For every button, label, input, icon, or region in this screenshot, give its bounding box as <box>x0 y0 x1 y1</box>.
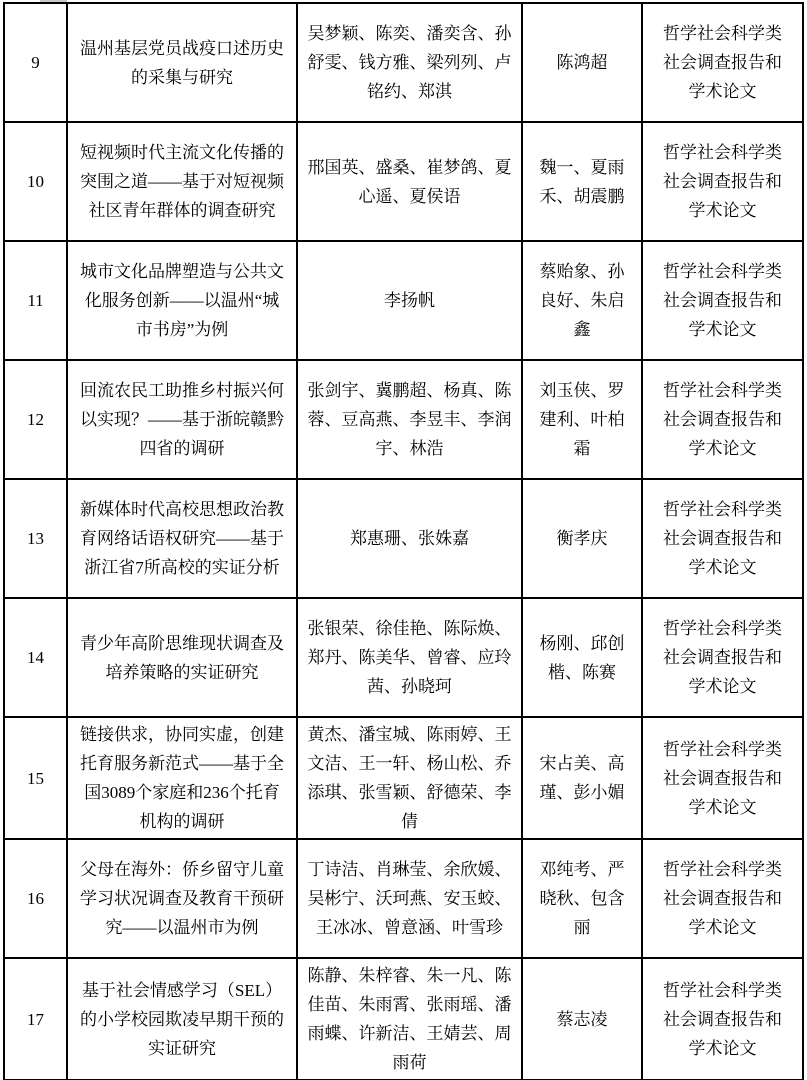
advisors-list: 蔡志凌 <box>556 1009 608 1029</box>
students-list: 黄杰、潘宝城、陈雨婷、王文洁、王一轩、杨山松、乔添琪、张雪颖、舒德荣、李倩 <box>307 725 512 831</box>
advisors-list: 杨刚、邱创楷、陈赛 <box>539 633 625 682</box>
project-title-cell <box>67 598 297 717</box>
category-label: 哲学社会科学类社会调查报告和学术论文 <box>663 860 782 937</box>
project-title: 城市文化品牌塑造与公共文化服务创新——以温州“城市书房”为例 <box>80 262 284 339</box>
category-label: 哲学社会科学类社会调查报告和学术论文 <box>663 24 782 101</box>
advisors-cell <box>522 479 642 598</box>
students-list: 郑惠珊、张姝嘉 <box>350 529 469 548</box>
students-list: 吴梦颖、陈奕、潘奕含、孙舒雯、钱方雅、梁列列、卢铭约、郑淇 <box>307 24 512 101</box>
project-title-cell <box>67 3 297 122</box>
advisors-list: 蔡贻象、孙良好、朱启鑫 <box>539 262 625 339</box>
students-list: 丁诗洁、肖琳莹、余欣媛、吴彬宁、沃珂燕、安玉蛟、王冰冰、曾意涵、叶雪珍 <box>307 860 512 937</box>
project-title: 回流农民工助推乡村振兴何以实现？——基于浙皖赣黔四省的调研 <box>80 381 284 458</box>
category-cell <box>642 839 803 958</box>
project-title-cell <box>67 360 297 479</box>
table-row <box>4 3 803 122</box>
category-cell <box>642 479 803 598</box>
project-title-cell <box>67 839 297 958</box>
project-title-cell <box>67 717 297 839</box>
category-label: 哲学社会科学类社会调查报告和学术论文 <box>663 143 782 220</box>
students-cell <box>297 717 522 839</box>
category-cell <box>642 3 803 122</box>
project-title: 温州基层党员战疫口述历史的采集与研究 <box>80 38 284 87</box>
students-list: 李扬帆 <box>384 291 435 310</box>
students-list: 陈静、朱梓睿、朱一凡、陈佳苗、朱雨霄、张雨瑶、潘雨蝶、许新洁、王婧芸、周雨荷 <box>307 966 512 1072</box>
project-title: 短视频时代主流文化传播的突围之道——基于对短视频社区青年群体的调查研究 <box>80 143 284 220</box>
students-cell <box>297 479 522 598</box>
category-label: 哲学社会科学类社会调查报告和学术论文 <box>663 262 782 339</box>
category-cell <box>642 122 803 241</box>
advisors-list: 宋占美、高瑾、彭小媚 <box>539 754 625 802</box>
students-list: 张银荣、徐佳艳、陈际焕、郑丹、陈美华、曾睿、应玲茜、孙晓珂 <box>307 619 512 696</box>
table-row <box>4 479 803 598</box>
category-label: 哲学社会科学类社会调查报告和学术论文 <box>663 381 782 458</box>
table-row <box>4 122 803 241</box>
students-cell <box>297 598 522 717</box>
project-title: 链接供求，协同实虚，创建托育服务新范式——基于全国3089个家庭和236个托育机构的调研 <box>80 725 284 831</box>
project-title: 父母在海外：侨乡留守儿童学习状况调查及教育干预研究——以温州市为例 <box>80 860 284 937</box>
row-number-cell: 15 <box>4 717 67 839</box>
project-title: 新媒体时代高校思想政治教育网络话语权研究——基于浙江省7所高校的实证分析 <box>80 500 284 577</box>
advisors-list: 陈鸿超 <box>556 53 608 72</box>
table-row <box>4 360 803 479</box>
row-number-cell: 16 <box>4 839 67 958</box>
advisors-list: 邓纯考、严晓秋、包含丽 <box>539 860 625 937</box>
students-cell <box>297 839 522 958</box>
row-number-cell: 14 <box>4 598 67 717</box>
category-cell <box>642 241 803 360</box>
students-cell <box>297 360 522 479</box>
project-title-cell <box>67 241 297 360</box>
advisors-cell <box>522 839 642 958</box>
table-row <box>4 241 803 360</box>
category-cell <box>642 958 803 1080</box>
advisors-cell <box>522 3 642 122</box>
table-row <box>4 717 803 839</box>
project-title-cell <box>67 122 297 241</box>
project-title: 青少年高阶思维现状调查及培养策略的实证研究 <box>80 633 284 682</box>
advisors-cell <box>522 717 642 839</box>
advisors-list: 魏一、夏雨禾、胡震鹏 <box>539 157 625 206</box>
advisors-cell <box>522 360 642 479</box>
advisors-list: 刘玉侠、罗建利、叶柏霜 <box>539 381 625 458</box>
row-number-cell: 9 <box>4 3 67 122</box>
project-title-cell <box>67 479 297 598</box>
row-number-cell: 10 <box>4 122 67 241</box>
students-list: 张剑宇、冀鹏超、杨真、陈蓉、豆高燕、李昱丰、李润宇、林浩 <box>307 381 512 458</box>
category-cell <box>642 598 803 717</box>
students-cell <box>297 122 522 241</box>
students-list: 邢国英、盛桑、崔梦鸽、夏心遥、夏侯语 <box>307 157 512 206</box>
advisors-list: 衡孝庆 <box>556 529 608 548</box>
category-cell <box>642 717 803 839</box>
table-row <box>4 839 803 958</box>
category-label: 哲学社会科学类社会调查报告和学术论文 <box>663 619 782 696</box>
table-row <box>4 958 803 1080</box>
project-award-table <box>3 2 804 1080</box>
category-label: 哲学社会科学类社会调查报告和学术论文 <box>663 980 782 1058</box>
advisors-cell <box>522 241 642 360</box>
category-cell <box>642 360 803 479</box>
students-cell <box>297 3 522 122</box>
project-title: 基于社会情感学习（SEL）的小学校园欺凌早期干预的实证研究 <box>80 980 284 1058</box>
table-row <box>4 598 803 717</box>
advisors-cell <box>522 598 642 717</box>
advisors-cell <box>522 958 642 1080</box>
project-title-cell <box>67 958 297 1080</box>
category-label: 哲学社会科学类社会调查报告和学术论文 <box>663 739 782 817</box>
students-cell <box>297 241 522 360</box>
students-cell <box>297 958 522 1080</box>
row-number-cell: 17 <box>4 958 67 1080</box>
category-label: 哲学社会科学类社会调查报告和学术论文 <box>663 500 782 577</box>
row-number-cell: 11 <box>4 241 67 360</box>
advisors-cell <box>522 122 642 241</box>
row-number-cell: 13 <box>4 479 67 598</box>
row-number-cell: 12 <box>4 360 67 479</box>
